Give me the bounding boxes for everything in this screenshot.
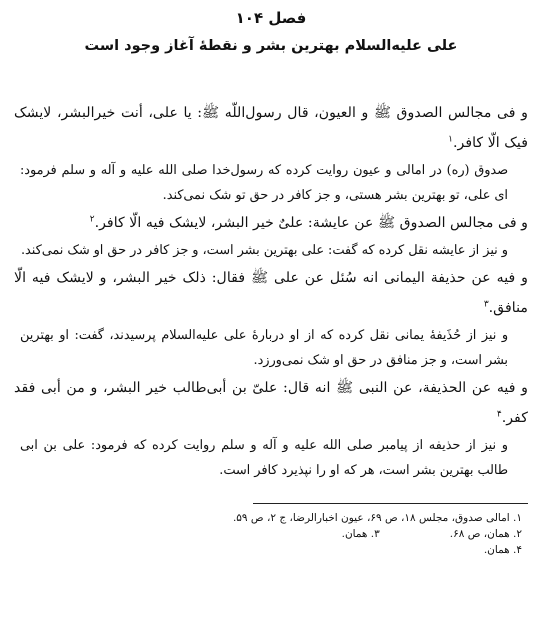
footnote-row-2	[14, 526, 522, 542]
arabic-hadith-4: و فیه عن الحذیفة، عن النبی ﷺ انه قال: علیّ بن أبی‌طالب خیر البشر، و من أبی فقد کفر.$^۴$	[14, 380, 528, 426]
footnote-marker-2: ۲	[89, 214, 95, 225]
footnotes	[14, 510, 528, 558]
arabic-hadith-1: و فی مجالس الصدوق ﷺ و العیون، قال رسول‌اللّه ﷺ: یا علی، أنت خیرالبشر، لایشک فیک الّا کافر.$^۱$	[14, 105, 528, 151]
footnote-1: ۱. امالی صدوق، مجلس ۱۸، ص ۶۹، عیون اخبارالرضا، ج ۲، ص ۵۹.	[232, 512, 522, 524]
persian-translation-2: و نیز از عایشه نقل کرده که گفت: علی بهترین بشر است، و جز کافر در حق او شک نمی‌کند.	[20, 243, 508, 258]
chapter-subtitle: علی علیه‌السلام بهترین بشر و نقطهٔ آغاز وجود است	[84, 38, 458, 54]
footnote-4: ۴. همان.	[483, 544, 522, 556]
arabic-hadith-3: و فیه عن حذیفة الیمانی انه سُئل عن علی ﷺ فقال: ذلک خیر البشر، و لایشک فیه الّا منافق.$^۳$	[14, 270, 528, 316]
persian-translation-3: و نیز از حُذَیفهٔ یمانی نقل کرده که از او دربارهٔ علی علیه‌السلام پرسیدند، گفت: او بهترین بشر است، و جز منافق در حق او شک نمی‌ورزد.	[20, 328, 508, 368]
chapter-heading: فصل ۱۰۴	[235, 9, 307, 27]
persian-translation-1: صدوق (ره) در امالی و عیون روایت کرده که رسول‌خدا صلی الله علیه و آله و سلم فرمود: ای علی، تو بهترین بشر هستی، و جز کافر در حق تو شک نمی‌کند.	[20, 163, 508, 203]
persian-translation-4: و نیز از حذیفه از پیامبر صلی الله علیه و آله و سلم روایت کرده که فرمود: علی بن ابی طالب بهترین بشر است، هر که او را نپذیرد کافر است.	[20, 438, 508, 478]
footnote-marker-4: ۴	[496, 409, 502, 420]
footnote-marker-1: ۱	[448, 134, 453, 145]
footnote-3: ۳. همان.	[341, 528, 380, 540]
footnote-marker-3: ۳	[483, 299, 489, 310]
text-body	[14, 98, 528, 483]
footnote-separator	[253, 503, 528, 504]
footnote-2: ۲. همان، ص ۶۸.	[449, 528, 522, 540]
arabic-hadith-2: و فی مجالس الصدوق ﷺ عن عایشة: علیٌ خیر البشر، لایشک فیه الّا کافر.$^۲$	[89, 214, 528, 231]
